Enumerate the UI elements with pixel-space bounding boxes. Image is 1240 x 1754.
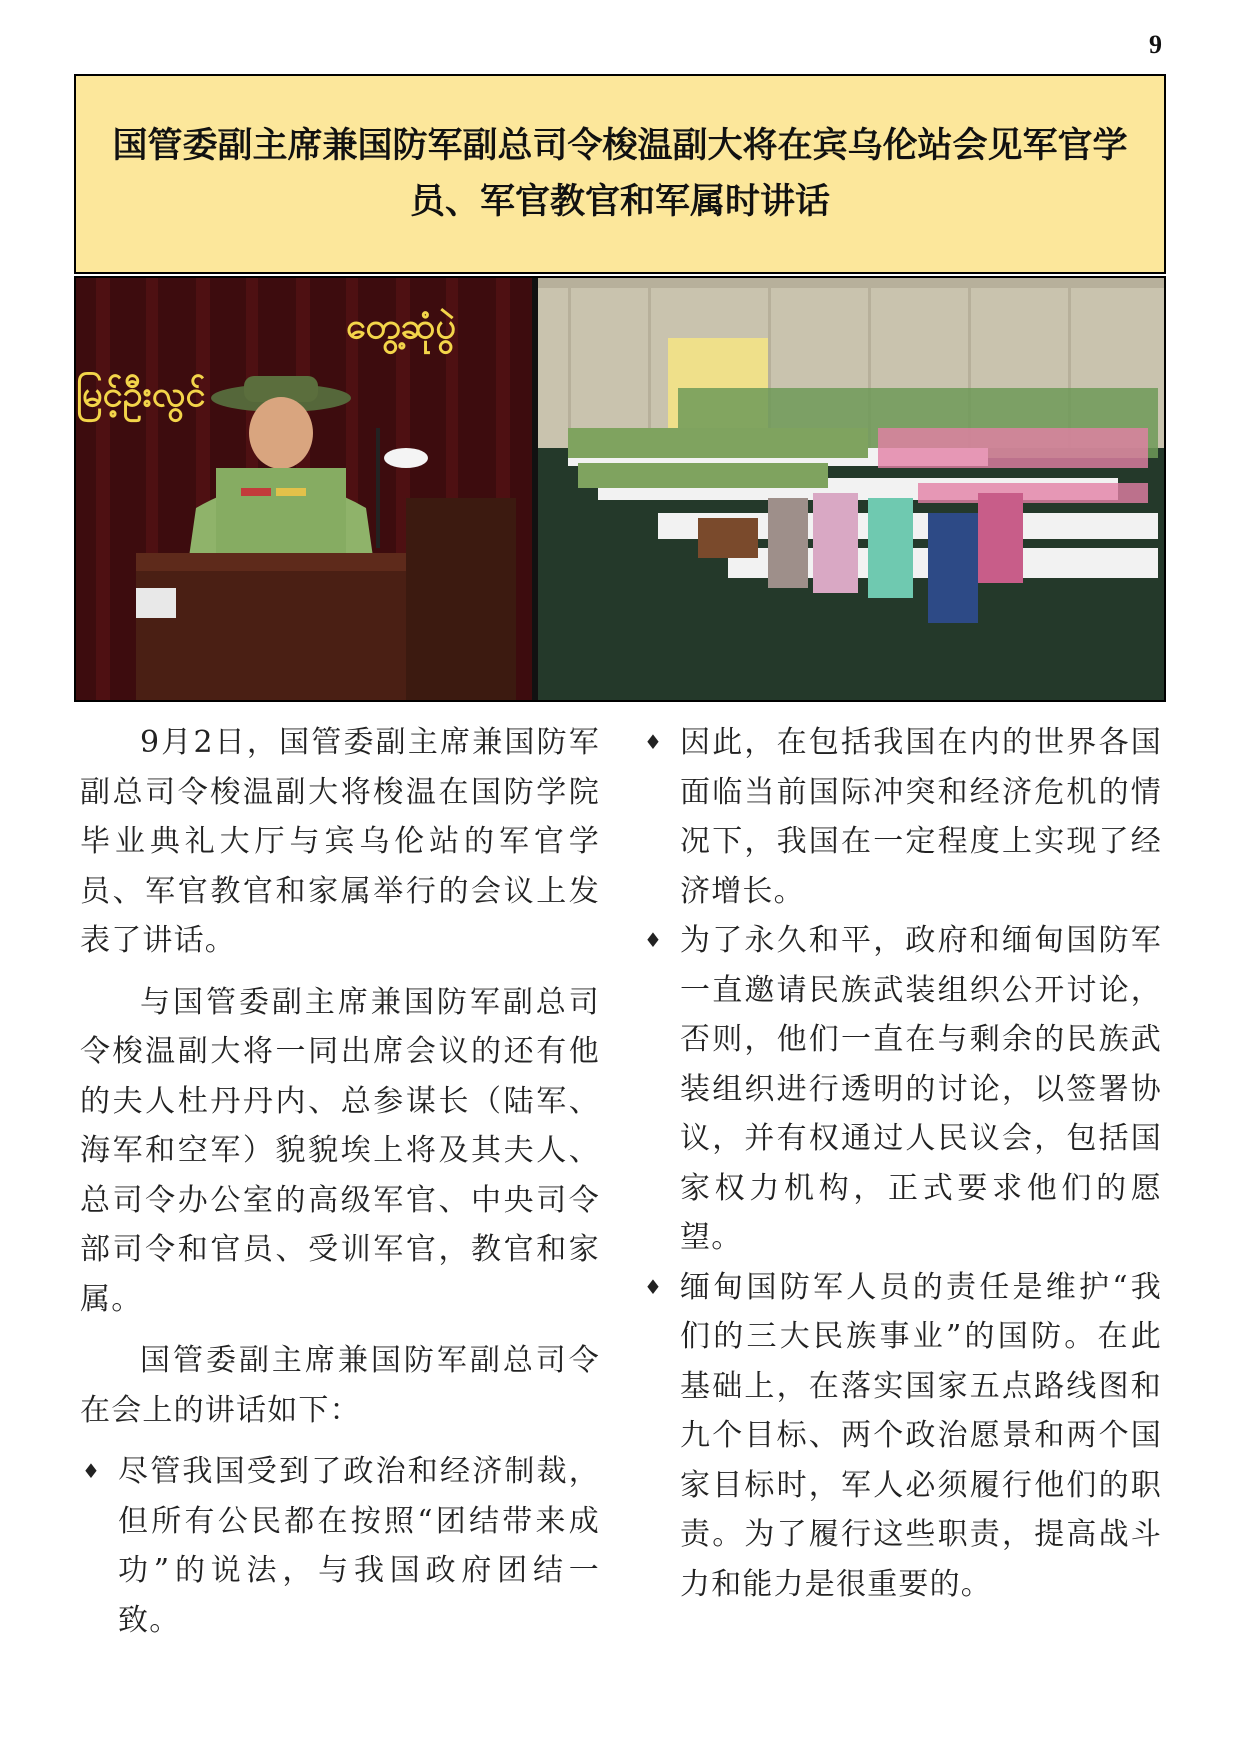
article-paragraph: 9月2日，国管委副主席兼国防军副总司令梭温副大将梭温在国防学院毕业典礼大厅与宾乌伦站的军官学员、军官教官和家属举行的会议上发表了讲话。 [80,725,600,958]
headline-title: 国管委副主席兼国防军副总司令梭温副大将在宾乌伦站会见军官学员、军官教官和军属时讲话 [112,126,1128,222]
list-item [80,1447,600,1645]
headline-box [74,74,1166,274]
list-item-text: 缅甸国防军人员的责任是维护“我们的三大民族事业”的国防。在此基础上，在落实国家五点路线图和九个目标、两个政治愿景和两个国家目标时，军人必须履行他们的职责。为了履行这些职责，提高战斗力和能力是很重要的。 [680,1269,1162,1602]
banner-text-top: တွေ့ဆုံပွဲ [346,306,456,347]
photo-strip [74,276,1166,702]
list-item [642,916,1162,1263]
banner-text-left: မြင့်ဦးလွင် [76,374,206,415]
list-item-text: 因此，在包括我国在内的世界各国面临当前国际冲突和经济危机的情况下，我国在一定程度上实现了经济增长。 [680,725,1162,909]
speaker-photo [76,278,532,700]
page-number: 9 [1149,30,1162,59]
diamond-bullet-icon: ♦ [644,730,664,754]
bullet-list-left [80,1447,600,1645]
diamond-bullet-icon: ♦ [644,1274,664,1299]
article-paragraph: 国管委副主席兼国防军副总司令在会上的讲话如下： [80,1343,600,1428]
audience-illustration [538,278,1164,700]
list-item [642,718,1162,916]
speaker-illustration [76,278,532,700]
diamond-bullet-icon: ♦ [644,928,664,952]
article-column-left [80,718,600,1718]
bullet-list-right [642,718,1162,1609]
article-body [80,718,1162,1718]
audience-photo [538,278,1164,700]
article-column-right [642,718,1162,1718]
article-paragraph: 与国管委副主席兼国防军副总司令梭温副大将一同出席会议的还有他的夫人杜丹丹内、总参谋长（陆军、海军和空军）貌貌埃上将及其夫人、总司令办公室的高级军官、中央司令部司令和官员、受训军官，教官和家属。 [80,984,600,1317]
list-item [642,1263,1162,1610]
list-item-text: 尽管我国受到了政治和经济制裁，但所有公民都在按照“团结带来成功”的说法，与我国政府团结一致。 [118,1454,600,1638]
diamond-bullet-icon: ♦ [82,1459,102,1483]
list-item-text: 为了永久和平，政府和缅甸国防军一直邀请民族武装组织公开讨论，否则，他们一直在与剩余的民族武装组织进行透明的讨论，以签署协议，并有权通过人民议会，包括国家权力机构，正式要求他们的愿望。 [680,923,1162,1255]
